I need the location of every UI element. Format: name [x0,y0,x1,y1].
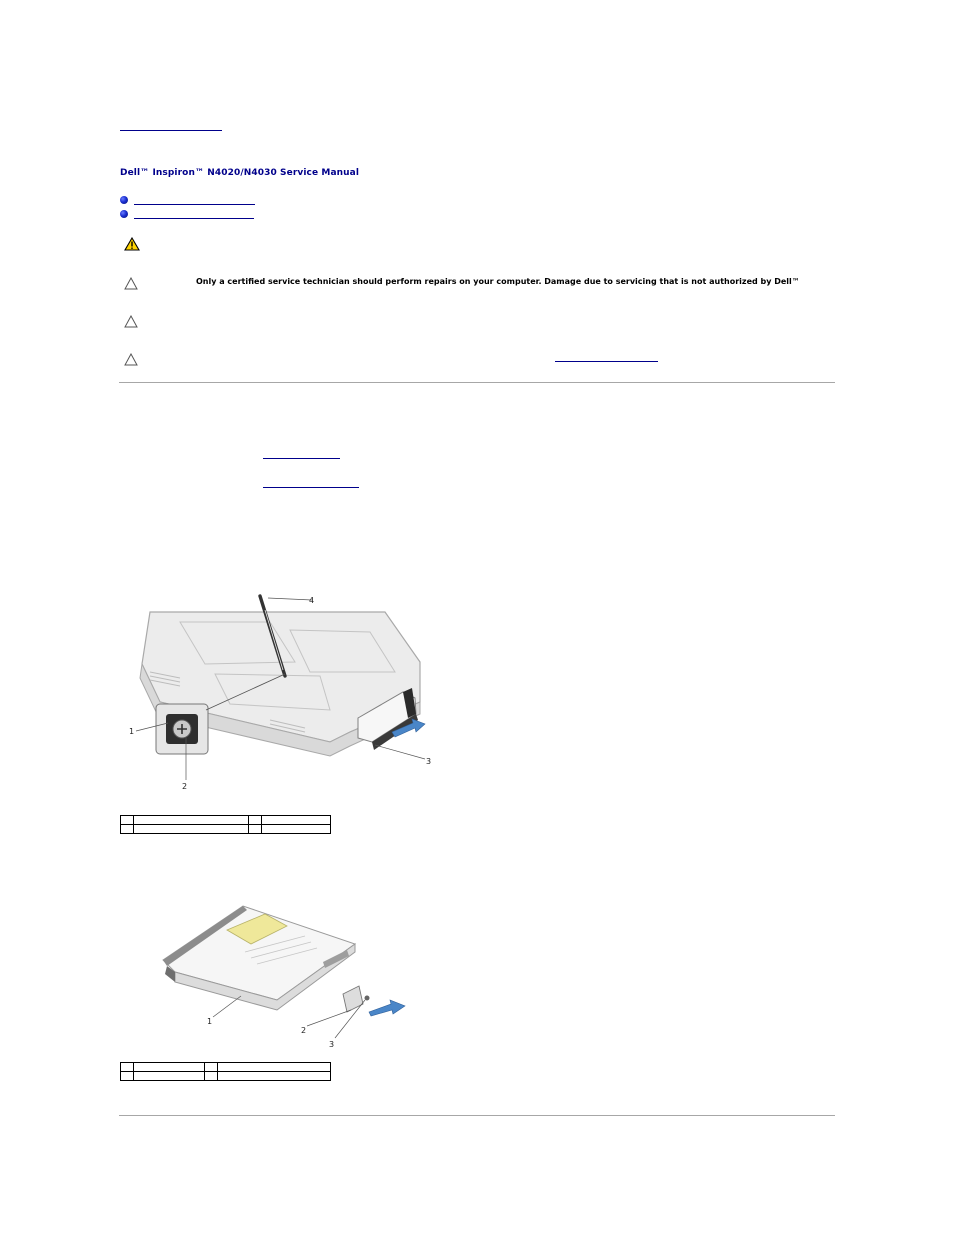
figure1-callout-1: 1 [129,727,135,736]
back-to-contents-link[interactable] [120,130,222,131]
optical-drive-bracket-illustration [155,900,415,1050]
legend-label-cell [134,1063,205,1072]
figure2-callout-3: 3 [329,1040,335,1049]
laptop-optical-drive-illustration [120,592,440,792]
section-divider [119,1115,835,1116]
step-link-2[interactable] [263,487,359,488]
legend-label-cell [134,825,249,834]
bullet-icon [120,196,128,204]
figure1-legend-table [120,815,331,834]
legend-label-cell [262,816,331,825]
legend-number-cell [121,1063,134,1072]
caution-icon [124,277,138,290]
caution-link[interactable] [555,361,658,362]
table-row [121,1063,331,1072]
figure2-legend-table [120,1062,331,1081]
figure1-callout-2: 2 [182,782,188,791]
warning-icon [124,237,140,251]
figure1-callout-3: 3 [426,757,432,766]
legend-number-cell [121,816,134,825]
section-link-removing[interactable] [134,204,255,205]
legend-label-cell [134,816,249,825]
figure1-callout-4: 4 [309,596,315,605]
table-row [121,825,331,834]
step-link-1[interactable] [263,458,340,459]
section-link-replacing[interactable] [134,218,254,219]
manual-title: Dell™ Inspiron™ N4020/N4030 Service Manual [120,168,360,178]
legend-number-cell [205,1072,218,1081]
figure2-callout-1: 1 [207,1017,213,1026]
figure2-callout-2: 2 [301,1026,307,1035]
section-divider [119,382,835,383]
legend-label-cell [262,825,331,834]
table-row [121,1072,331,1081]
legend-number-cell [121,825,134,834]
legend-label-cell [218,1063,331,1072]
legend-number-cell [249,816,262,825]
caution-icon [124,353,138,366]
caution-text: Only a certified service technician should perform repairs on your computer. Damage due to servicing that is not authorized by Dell™ [196,277,800,286]
table-row [121,816,331,825]
bullet-icon [120,210,128,218]
caution-icon [124,315,138,328]
legend-number-cell [249,825,262,834]
legend-number-cell [121,1072,134,1081]
legend-label-cell [134,1072,205,1081]
legend-label-cell [218,1072,331,1081]
legend-number-cell [205,1063,218,1072]
